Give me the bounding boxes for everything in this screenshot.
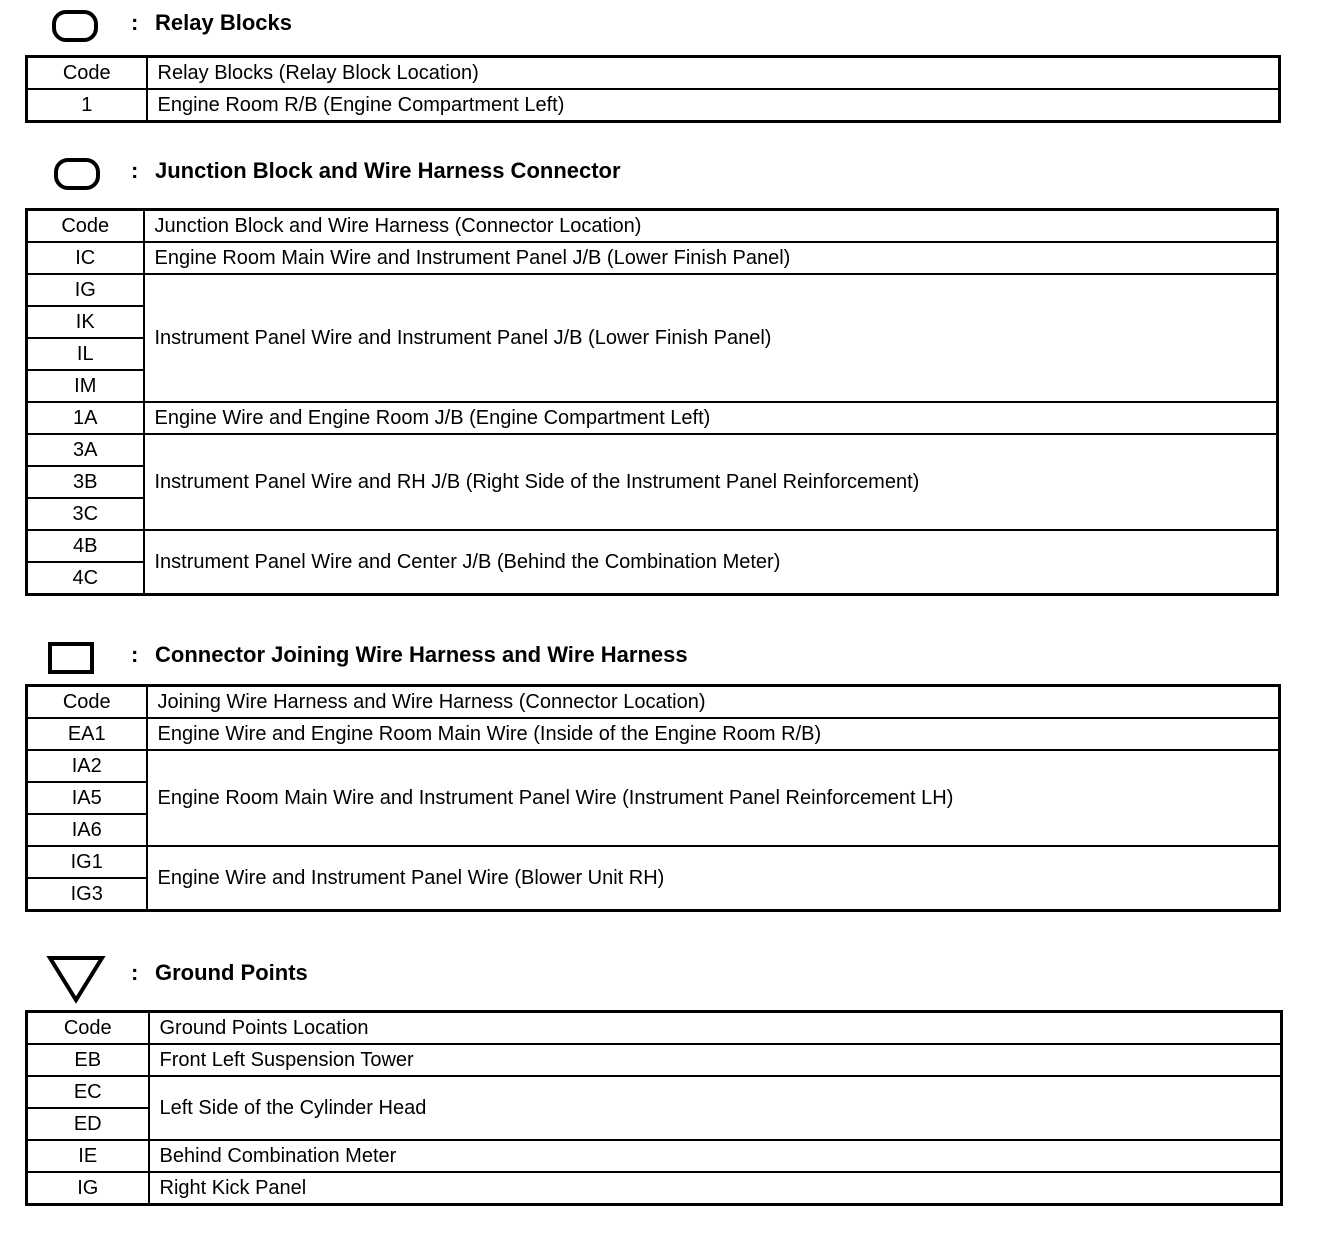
- location-cell: Engine Room Main Wire and Instrument Panel J/B (Lower Finish Panel): [144, 242, 1278, 274]
- code-cell: 3B: [27, 466, 144, 498]
- table-row: [27, 846, 1280, 878]
- location-cell: Instrument Panel Wire and Center J/B (Behind the Combination Meter): [144, 530, 1278, 595]
- location-cell: Left Side of the Cylinder Head: [149, 1076, 1282, 1140]
- code-cell: EA1: [27, 718, 147, 750]
- code-cell: IA6: [27, 814, 147, 846]
- code-cell: IC: [27, 242, 144, 274]
- code-cell: IG1: [27, 846, 147, 878]
- code-cell: 3C: [27, 498, 144, 530]
- code-cell: 1A: [27, 402, 144, 434]
- table-row: [27, 242, 1278, 274]
- code-cell: 4C: [27, 562, 144, 595]
- code-cell: IA5: [27, 782, 147, 814]
- code-cell: IK: [27, 306, 144, 338]
- table-header-row: [27, 57, 1280, 90]
- junction-blocks-title: Junction Block and Wire Harness Connector: [155, 158, 621, 183]
- joining-connectors-table: [25, 684, 1281, 912]
- location-cell: Instrument Panel Wire and RH J/B (Right Side of the Instrument Panel Reinforcement): [144, 434, 1278, 530]
- location-header: Junction Block and Wire Harness (Connector Location): [144, 210, 1278, 243]
- inverted-triangle-icon: [46, 954, 106, 1004]
- rounded-rect-icon: [52, 10, 98, 42]
- location-cell: Engine Wire and Engine Room J/B (Engine Compartment Left): [144, 402, 1278, 434]
- ground-points-table: [25, 1010, 1283, 1206]
- relay-blocks-table: [25, 55, 1281, 123]
- junction-blocks-heading: [0, 152, 1000, 192]
- junction-blocks-table: [25, 208, 1279, 596]
- location-cell: Engine Room Main Wire and Instrument Panel Wire (Instrument Panel Reinforcement LH): [147, 750, 1280, 846]
- rectangle-icon: [48, 642, 94, 674]
- table-row: [27, 750, 1280, 782]
- heading-colon: :: [131, 158, 139, 183]
- location-cell: Engine Wire and Instrument Panel Wire (Blower Unit RH): [147, 846, 1280, 911]
- code-cell: EB: [27, 1044, 149, 1076]
- table-header-row: [27, 686, 1280, 719]
- table-row: [27, 434, 1278, 466]
- location-header: Ground Points Location: [149, 1012, 1282, 1045]
- code-header: Code: [27, 1012, 149, 1045]
- table-row: [27, 718, 1280, 750]
- table-header-row: [27, 1012, 1282, 1045]
- code-cell: EC: [27, 1076, 149, 1108]
- code-cell: 3A: [27, 434, 144, 466]
- code-header: Code: [27, 57, 147, 90]
- joining-connectors-title: Connector Joining Wire Harness and Wire Harness: [155, 642, 688, 667]
- table-row: [27, 402, 1278, 434]
- location-cell: Front Left Suspension Tower: [149, 1044, 1282, 1076]
- code-cell: 1: [27, 89, 147, 122]
- table-row: [27, 1076, 1282, 1108]
- code-cell: IM: [27, 370, 144, 402]
- heading-colon: :: [131, 10, 139, 35]
- code-cell: ED: [27, 1108, 149, 1140]
- location-header: Joining Wire Harness and Wire Harness (Connector Location): [147, 686, 1280, 719]
- location-header: Relay Blocks (Relay Block Location): [147, 57, 1280, 90]
- location-cell: Engine Room R/B (Engine Compartment Left): [147, 89, 1280, 122]
- code-cell: IE: [27, 1140, 149, 1172]
- table-header-row: [27, 210, 1278, 243]
- table-row: [27, 89, 1280, 122]
- relay-blocks-title: Relay Blocks: [155, 10, 292, 35]
- relay-blocks-heading: [0, 4, 1000, 44]
- location-cell: Behind Combination Meter: [149, 1140, 1282, 1172]
- table-row: [27, 530, 1278, 562]
- location-cell: Engine Wire and Engine Room Main Wire (Inside of the Engine Room R/B): [147, 718, 1280, 750]
- table-row: [27, 1140, 1282, 1172]
- code-cell: IA2: [27, 750, 147, 782]
- table-row: [27, 1044, 1282, 1076]
- ground-points-title: Ground Points: [155, 960, 308, 985]
- table-row: [27, 1172, 1282, 1205]
- code-cell: IG3: [27, 878, 147, 911]
- joining-connectors-heading: [0, 636, 1000, 676]
- location-cell: Right Kick Panel: [149, 1172, 1282, 1205]
- location-cell: Instrument Panel Wire and Instrument Panel J/B (Lower Finish Panel): [144, 274, 1278, 402]
- ground-points-heading: [0, 954, 1000, 1004]
- code-cell: IG: [27, 274, 144, 306]
- code-header: Code: [27, 686, 147, 719]
- table-row: [27, 274, 1278, 306]
- heading-colon: :: [131, 960, 139, 985]
- code-cell: IL: [27, 338, 144, 370]
- heading-colon: :: [131, 642, 139, 667]
- rounded-rect-icon: [54, 158, 100, 190]
- code-cell: IG: [27, 1172, 149, 1205]
- code-cell: 4B: [27, 530, 144, 562]
- code-header: Code: [27, 210, 144, 243]
